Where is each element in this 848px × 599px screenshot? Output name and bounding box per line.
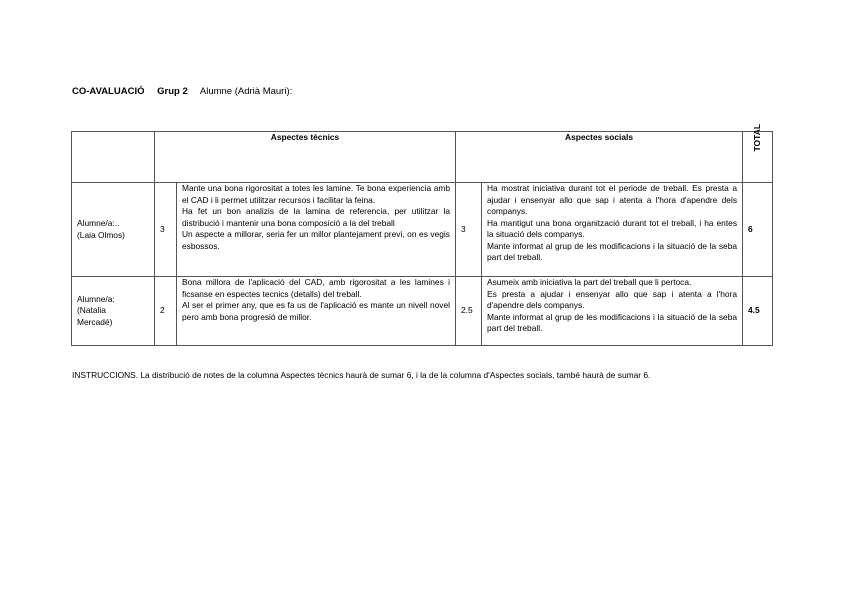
total-score: 6	[743, 183, 773, 277]
student-name-cell: Alumne/a:.. (Laia Olmos)	[72, 183, 155, 277]
tech-score: 3	[155, 183, 177, 277]
student-name-cell: Alumne/a: (Natalia Mercadé)	[72, 277, 155, 346]
header-technical: Aspectes tècnics	[155, 132, 456, 183]
table-row	[72, 183, 773, 277]
evaluation-table	[71, 123, 773, 346]
coevaluation-label: CO-AVALUACIÓ	[72, 86, 145, 97]
group-label: Grup 2	[157, 86, 188, 97]
header-empty-cell	[72, 132, 155, 183]
header-total: TOTAL	[743, 132, 773, 183]
tech-score: 2	[155, 277, 177, 346]
tech-comments: Mante una bona rigorositat a totes les lamine. Te bona experiencia amb el CAD i li permet utilitzar recursos i facilitar la feina. Ha fet un bon analizis de la lamina de referencia, per utilitzar la distribució i mantenir una bona composició a la del treball Un aspecte a millorar, seria fer un millor plantejament previ, on es vegis esbossos.	[177, 183, 456, 277]
social-score: 2.5	[456, 277, 482, 346]
total-score: 4.5	[743, 277, 773, 346]
social-comments: Asumeix amb iniciativa la part del treball que li pertoca. Es presta a ajudar i ensenyar allo que sap i atenta a l'hora d'apendre dels companys. Mante informat al grup de les modificacions i la situació de la seba part del treball.	[482, 277, 743, 346]
social-comments: Ha mostrat iniciativa durant tot el periode de treball. Es presta a ajudar i ensenyar allo que sap i atenta a l'hora d'apendre dels companys. Ha mantigut una bona organització durant tot el treball, i ha entes la situació dels companys. Mante informat al grup de les modificacions i la situació de la seba part del treball.	[482, 183, 743, 277]
social-score: 3	[456, 183, 482, 277]
tech-comments: Bona millora de l'aplicació del CAD, amb rigorositat a les lamines i ficsanse en espectes tecnics (detalls) del treball. Al ser el primer any, que es fa us de l'aplicació es mante un nivell novel pero amb bona progresió de millor.	[177, 277, 456, 346]
header-social: Aspectes socials	[456, 132, 743, 183]
document-title	[72, 86, 292, 97]
table-row	[72, 277, 773, 346]
student-label: Alumne (Adrià Mauri):	[199, 86, 293, 97]
instructions-text: INSTRUCCIONS. La distribució de notes de la columna Aspectes tècnics haurà de sumar 6, i la de la columna d'Aspectes socials, també haurà de sumar 6.	[72, 370, 651, 380]
table-header-row	[72, 132, 773, 183]
